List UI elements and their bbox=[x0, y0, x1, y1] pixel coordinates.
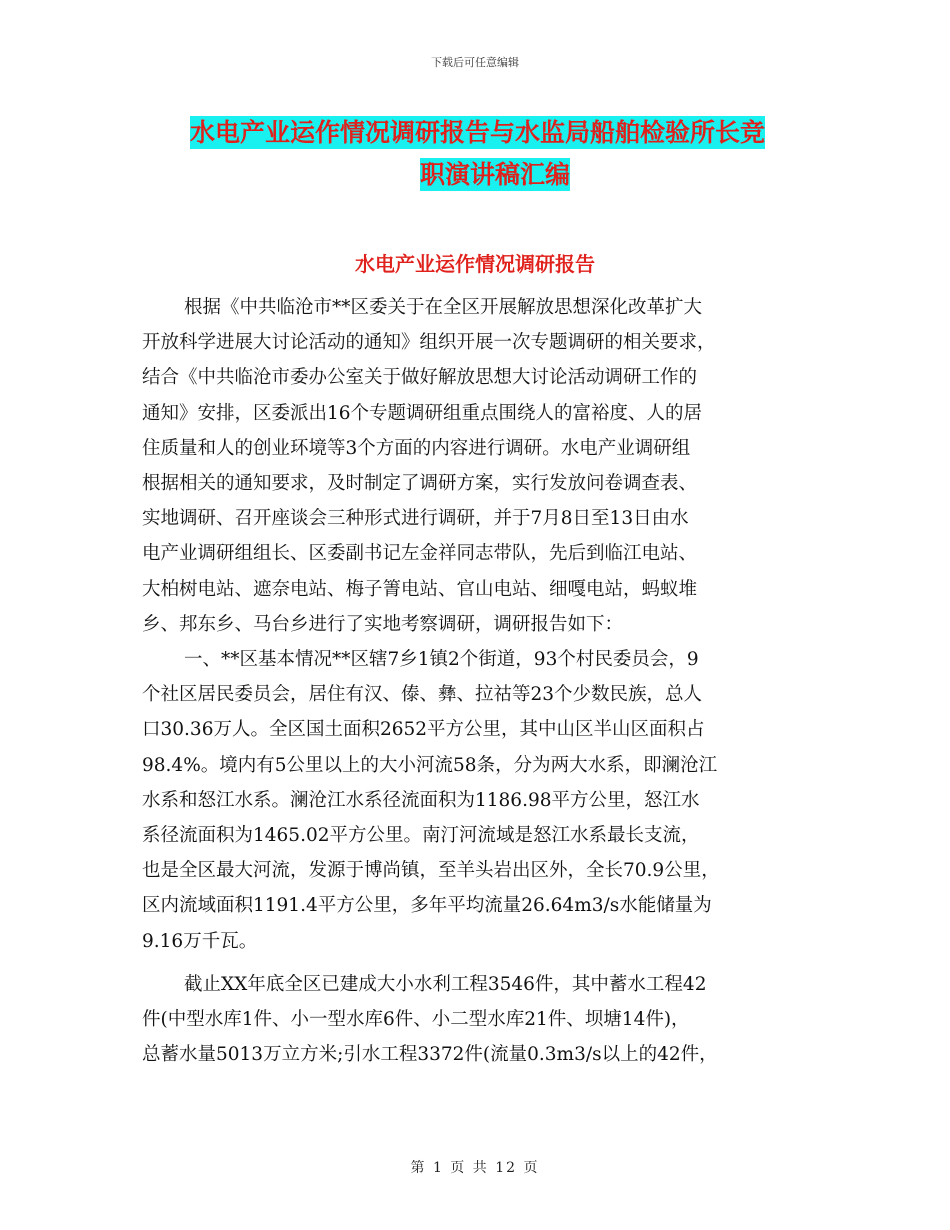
paragraph-line: 通知》安排，区委派出16个专题调研组重点围绕人的富裕度、人的居 bbox=[142, 402, 703, 424]
paragraph-line: 98.4%。境内有5公里以上的大小河流58条，分为两大水系，即澜沧江 bbox=[142, 754, 718, 776]
paragraph-line: 乡、邦东乡、马台乡进行了实地考察调研，调研报告如下： bbox=[142, 613, 624, 635]
header-note: 下载后可任意编辑 bbox=[431, 56, 519, 69]
title-line-2 bbox=[190, 154, 810, 196]
paragraph-line: 根据《中共临沧市**区委关于在全区开展解放思想深化改革扩大 bbox=[184, 297, 703, 318]
paragraph bbox=[142, 967, 814, 1073]
paragraph-line: 实地调研、召开座谈会三种形式进行调研，并于7月8日至13日由水 bbox=[142, 508, 689, 530]
document-title bbox=[190, 112, 810, 196]
body-text bbox=[142, 290, 814, 1072]
paragraph-line: 开放科学进展大讨论活动的通知》组织开展一次专题调研的相关要求， bbox=[142, 332, 716, 354]
paragraph-line: 系径流面积为1465.02平方公里。南汀河流域是怒江水系最长支流， bbox=[142, 825, 700, 847]
paragraph-line: 住质量和人的创业环境等3个方面的内容进行调研。水电产业调研组 bbox=[142, 437, 691, 459]
paragraph-line: 截止XX年底全区已建成大小水利工程3546件，其中蓄水工程42 bbox=[184, 973, 707, 995]
paragraph-line: 电产业调研组组长、区委副书记左金祥同志带队，先后到临江电站、 bbox=[142, 543, 698, 565]
paragraph-line: 区内流域面积1191.4平方公里，多年平均流量26.64m3/s水能储量为 bbox=[142, 895, 712, 917]
paragraph-line: 9.16万千瓦。 bbox=[142, 930, 258, 952]
page-footer: 第 1 页 共 12 页 bbox=[410, 1160, 540, 1176]
paragraph-line: 个社区居民委员会，居住有汉、傣、彝、拉祜等23个少数民族，总人 bbox=[142, 684, 703, 706]
paragraph-line: 总蓄水量5013万立方米;引水工程3372件(流量0.3m3/s以上的42件， bbox=[142, 1044, 718, 1066]
paragraph-line: 根据相关的通知要求，及时制定了调研方案，实行发放问卷调查表、 bbox=[142, 473, 698, 495]
paragraph-line: 口30.36万人。全区国土面积2652平方公里，其中山区半山区面积占 bbox=[142, 719, 705, 741]
paragraph-line: 水系和怒江水系。澜沧江水系径流面积为1186.98平方公里，怒江水 bbox=[142, 789, 700, 811]
paragraph bbox=[142, 642, 814, 959]
title-line-1 bbox=[190, 112, 810, 154]
paragraph-line: 也是全区最大河流，发源于博尚镇，至羊头岩出区外，全长70.9公里， bbox=[142, 860, 720, 882]
paragraph-line: 结合《中共临沧市委办公室关于做好解放思想大讨论活动调研工作的 bbox=[142, 367, 698, 389]
paragraph-line: 一、**区基本情况**区辖7乡1镇2个街道，93个村民委员会，9 bbox=[184, 649, 699, 671]
paragraph-line: 件(中型水库1件、小一型水库6件、小二型水库21件、坝塘14件)， bbox=[142, 1009, 690, 1031]
section-title: 水电产业运作情况调研报告 bbox=[355, 252, 595, 276]
title-highlight-2: 职演讲稿汇编 bbox=[419, 160, 570, 189]
paragraph-gap bbox=[142, 959, 814, 967]
paragraph bbox=[142, 290, 814, 642]
title-highlight-1: 水电产业运作情况调研报告与水监局船舶检验所长竞 bbox=[190, 118, 766, 147]
paragraph-line: 大柏树电站、遮奈电站、梅子箐电站、官山电站、细嘎电站，蚂蚁堆 bbox=[142, 578, 698, 600]
